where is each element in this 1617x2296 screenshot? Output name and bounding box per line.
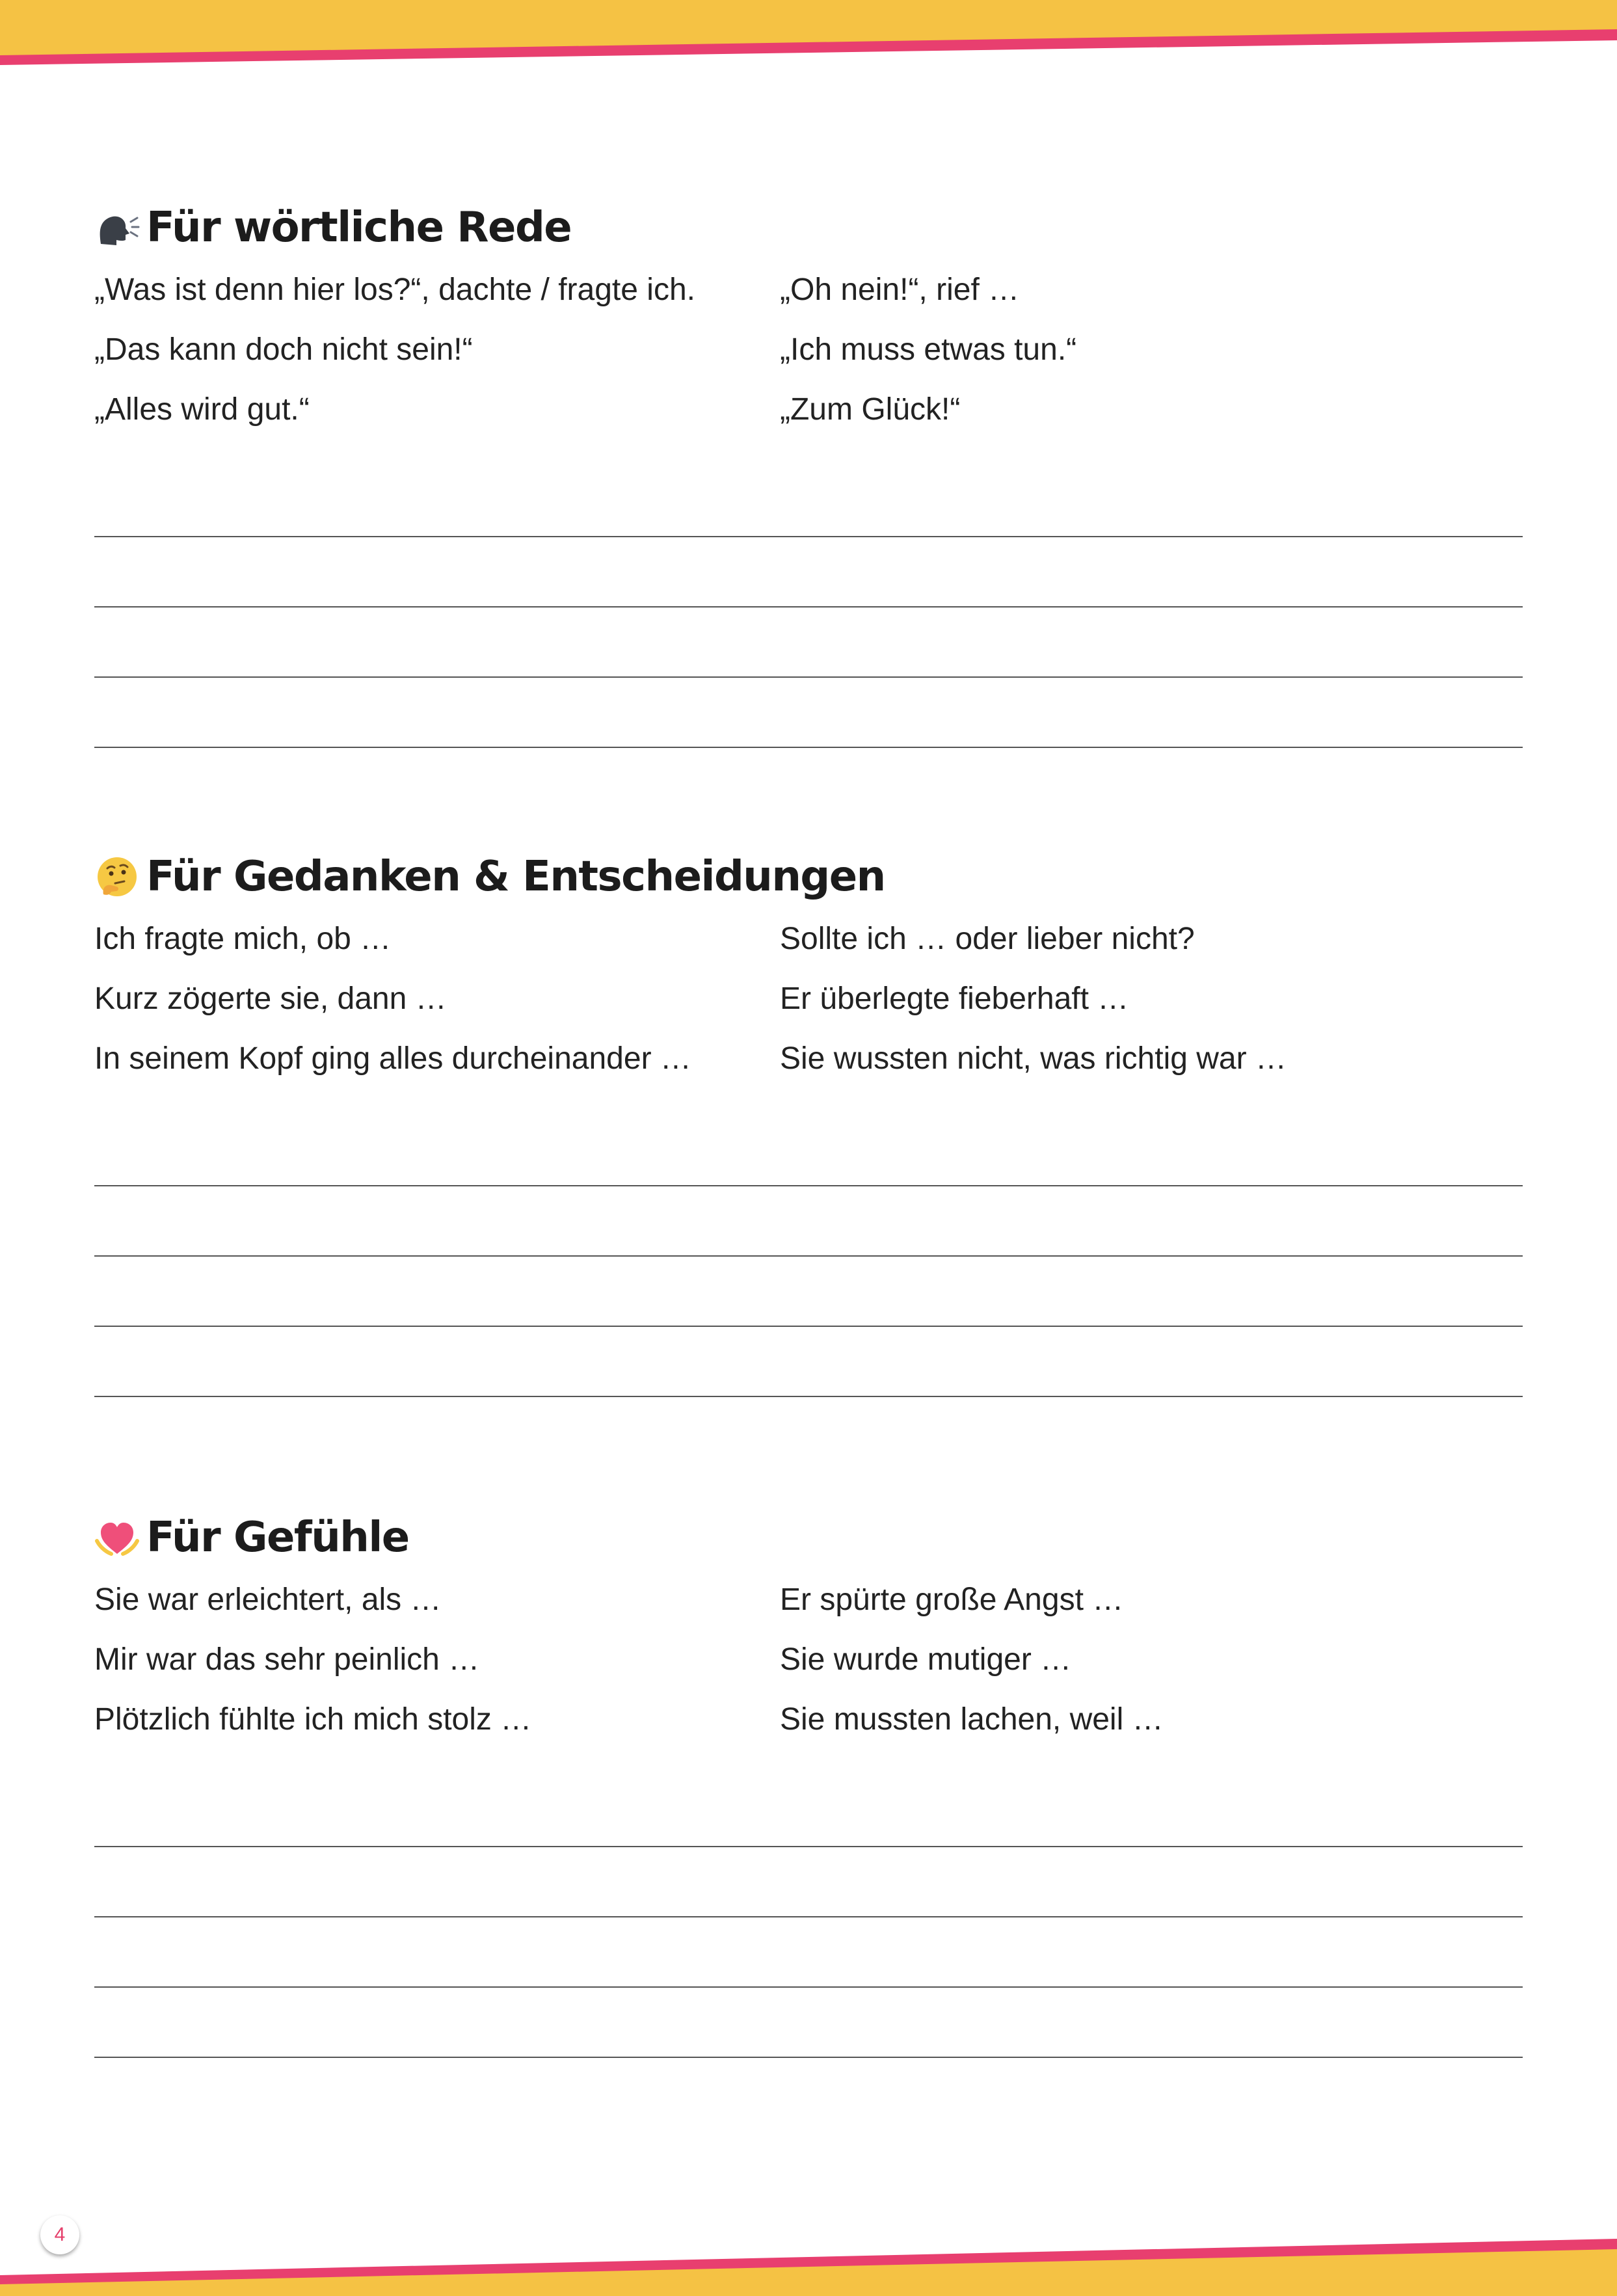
writing-line[interactable] bbox=[94, 1916, 1523, 1917]
phrase: „Alles wird gut.“ bbox=[94, 392, 310, 427]
writing-line[interactable] bbox=[94, 1846, 1523, 1847]
writing-line[interactable] bbox=[94, 1185, 1523, 1186]
phrase: Sollte ich … oder lieber nicht? bbox=[780, 922, 1195, 956]
heart-hands-icon bbox=[94, 1515, 140, 1560]
phrase: „Ich muss etwas tun.“ bbox=[780, 332, 1077, 367]
phrase-list bbox=[94, 1570, 1523, 1750]
phrase-list bbox=[94, 909, 1523, 1089]
phrase: Mir war das sehr peinlich … bbox=[94, 1642, 480, 1677]
top-decorative-band bbox=[0, 0, 1617, 91]
section-title-text: Für wörtliche Rede bbox=[146, 204, 572, 252]
writing-line[interactable] bbox=[94, 1986, 1523, 1988]
phrase: Sie wurde mutiger … bbox=[780, 1642, 1072, 1677]
phrase-list bbox=[94, 260, 1523, 440]
section-title-text: Für Gedanken & Entscheidungen bbox=[146, 853, 885, 901]
phrase: „Zum Glück!“ bbox=[780, 392, 961, 427]
speaking-head-icon bbox=[94, 205, 140, 250]
section-title bbox=[94, 195, 571, 260]
writing-line[interactable] bbox=[94, 1396, 1523, 1397]
bottom-decorative-band bbox=[0, 2211, 1617, 2296]
phrase: „Das kann doch nicht sein!“ bbox=[94, 332, 473, 367]
phrase: „Was ist denn hier los?“, dachte / fragte ich. bbox=[94, 273, 695, 307]
writing-line[interactable] bbox=[94, 536, 1523, 537]
phrase: „Oh nein!“, rief … bbox=[780, 273, 1020, 307]
writing-line[interactable] bbox=[94, 1326, 1523, 1327]
writing-line[interactable] bbox=[94, 676, 1523, 678]
writing-line[interactable] bbox=[94, 2057, 1523, 2058]
section-title-text: Für Gefühle bbox=[146, 1514, 409, 1562]
page-number: 4 bbox=[40, 2215, 79, 2254]
writing-line[interactable] bbox=[94, 747, 1523, 748]
phrase: Er spürte große Angst … bbox=[780, 1582, 1124, 1617]
section-title bbox=[94, 844, 885, 909]
writing-line[interactable] bbox=[94, 1255, 1523, 1257]
thinking-face-icon bbox=[94, 854, 140, 900]
section-title bbox=[94, 1505, 409, 1570]
phrase: Ich fragte mich, ob … bbox=[94, 922, 392, 956]
phrase: Sie wussten nicht, was richtig war … bbox=[780, 1041, 1287, 1076]
phrase: Kurz zögerte sie, dann … bbox=[94, 981, 447, 1016]
writing-line[interactable] bbox=[94, 606, 1523, 607]
phrase: Er überlegte fieberhaft … bbox=[780, 981, 1129, 1016]
phrase: Sie war erleichtert, als … bbox=[94, 1582, 442, 1617]
phrase: In seinem Kopf ging alles durcheinander … bbox=[94, 1041, 691, 1076]
phrase: Plötzlich fühlte ich mich stolz … bbox=[94, 1702, 532, 1737]
phrase: Sie mussten lachen, weil … bbox=[780, 1702, 1164, 1737]
